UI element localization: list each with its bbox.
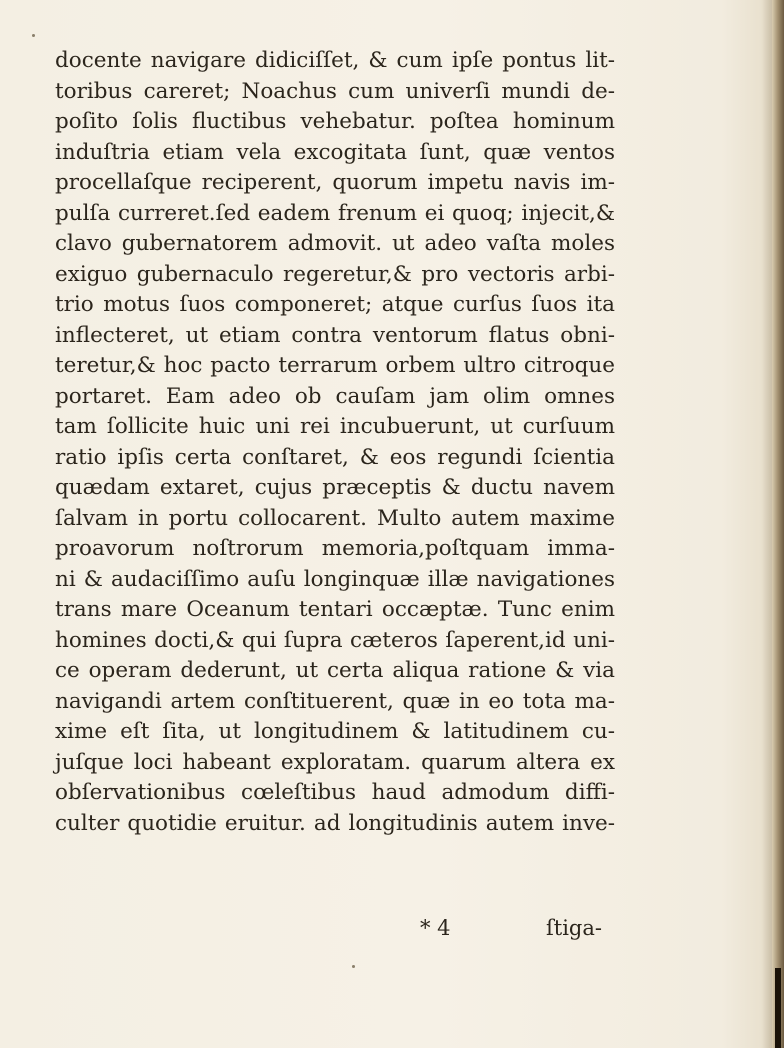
text-line: toribus careret; Noachus cum univerſi mundi de- — [55, 78, 615, 104]
text-line: juſque loci habeant exploratam. quarum altera ex — [55, 749, 615, 775]
paper-speck — [32, 34, 35, 37]
edge-mark — [775, 968, 781, 1048]
text-line: tam ſollicite huic uni rei incubuerunt, ut curſuum — [55, 414, 615, 439]
text-line: poſito ſolis fluctibus vehebatur. poſtea hominum — [55, 109, 615, 134]
catchword: ſtiga- — [546, 916, 602, 940]
text-line: navigandi artem conſtituerent, quæ in eo tota ma- — [55, 688, 615, 714]
text-line: ni & audaciſſimo auſu longinquæ illæ navigationes — [55, 566, 615, 592]
text-line: portaret. Eam adeo ob cauſam jam olim omnes — [55, 383, 615, 409]
paper-speck — [352, 965, 355, 968]
text-line: exiguo gubernaculo regeretur,& pro vectoris arbi- — [55, 261, 615, 287]
text-line: pulſa curreret.ſed eadem frenum ei quoq; injecit,& — [55, 200, 615, 226]
text-line: ſalvam in portu collocarent. Multo autem maxime — [55, 505, 615, 531]
page-edge-shadow — [762, 0, 772, 1048]
text-line: homines docti,& qui ſupra cæteros ſaperent,id uni- — [55, 627, 615, 653]
text-line: inflecteret, ut etiam contra ventorum flatus obni- — [55, 322, 615, 348]
text-line: culter quotidie eruitur. ad longitudinis autem inve- — [55, 810, 615, 836]
text-line: quædam extaret, cujus præceptis & ductu navem — [55, 475, 615, 500]
text-line: procellaſque reciperent, quorum impetu navis im- — [55, 170, 615, 195]
text-line: docente navigare didiciſſet, & cum ipſe pontus lit- — [55, 48, 615, 73]
text-line: clavo gubernatorem admovit. ut adeo vaſta moles — [55, 231, 615, 256]
text-line: obſervationibus cœleſtibus haud admodum diffi- — [55, 780, 615, 805]
signature-mark: * 4 — [420, 916, 451, 940]
text-line: ce operam dederunt, ut certa aliqua ratione & via — [55, 658, 615, 683]
text-line: teretur,& hoc pacto terrarum orbem ultro citroque — [55, 353, 615, 378]
page-footer — [0, 916, 784, 946]
text-line: xime eſt ſita, ut longitudinem & latitudinem cu- — [55, 719, 615, 744]
text-line: induſtria etiam vela excogitata ſunt, quæ ventos — [55, 139, 615, 165]
text-line: proavorum noſtrorum memoria,poſtquam imma- — [55, 536, 615, 561]
text-line: trans mare Oceanum tentari occæptæ. Tunc enim — [55, 597, 615, 622]
binding-edge — [772, 0, 784, 1048]
text-line: ratio ipſis certa conſtaret, & eos regundi ſcientia — [55, 444, 615, 470]
body-text — [55, 46, 615, 839]
text-line: trio motus ſuos componeret; atque curſus ſuos ita — [55, 292, 615, 317]
